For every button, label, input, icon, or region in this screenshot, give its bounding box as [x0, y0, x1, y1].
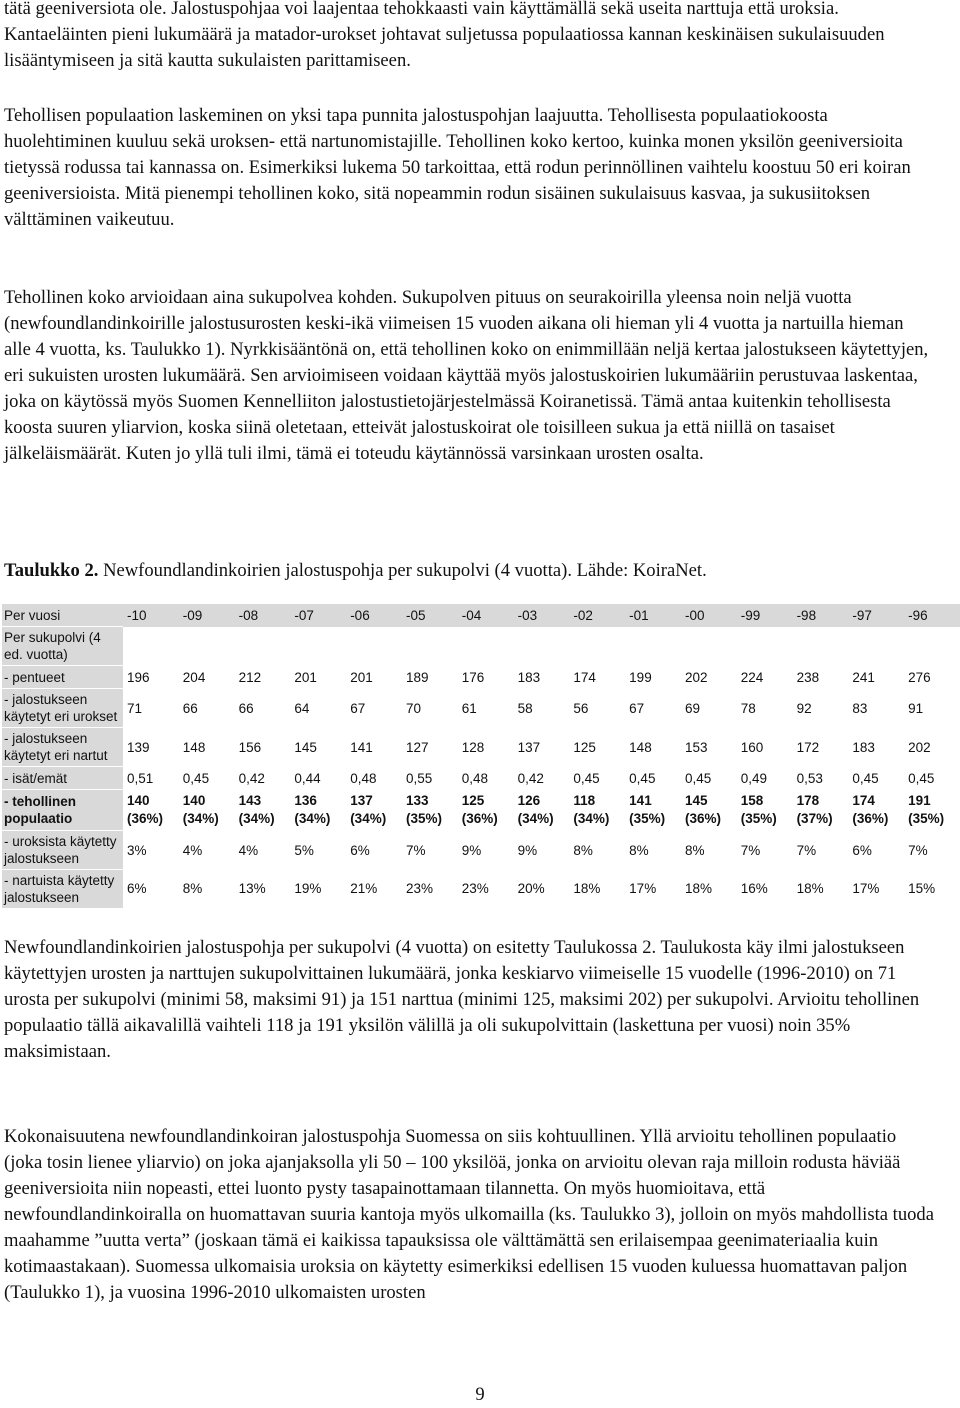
- table-cell: [458, 627, 514, 666]
- row-label: - tehollinen populaatio: [2, 790, 123, 831]
- table-row: [2, 831, 960, 870]
- row-label: - isät/emät: [2, 767, 123, 790]
- cell-value: 191: [908, 793, 931, 808]
- table-cell: [290, 790, 346, 831]
- table-cell: [848, 870, 904, 909]
- cell-value: 148: [182, 739, 206, 755]
- cell-value: 153: [684, 739, 708, 755]
- table-cell: [402, 666, 458, 689]
- cell-value: 18%: [796, 881, 824, 897]
- table-cell: [681, 790, 737, 831]
- cell-value: 0,48: [350, 770, 377, 786]
- table-cell: [458, 767, 514, 790]
- cell-percentage: (34%): [517, 811, 554, 826]
- cell-percentage: (35%): [908, 811, 945, 826]
- table-cell: [737, 666, 793, 689]
- table-cell: [235, 831, 291, 870]
- cell-percentage: (34%): [573, 811, 610, 826]
- table-cell: [290, 627, 346, 666]
- cell-value: 7%: [908, 842, 928, 858]
- table-cell: [514, 666, 570, 689]
- cell-value: 204: [182, 669, 206, 685]
- row-label: - jalostukseen käytetyt eri urokset: [2, 689, 123, 728]
- cell-value: 125: [461, 793, 485, 808]
- table-cell: [514, 831, 570, 870]
- cell-value: 13%: [238, 881, 266, 897]
- table-row: [2, 870, 960, 909]
- table-cell: [235, 767, 291, 790]
- table-cell: [346, 627, 402, 666]
- table-cell: [179, 689, 235, 728]
- table-cell: [179, 767, 235, 790]
- year-header-cell: -03: [514, 604, 570, 627]
- cell-value: 56: [573, 700, 589, 716]
- cell-percentage: (36%): [684, 811, 721, 826]
- table-cell: [625, 870, 681, 909]
- paragraph-table-summary: Newfoundlandinkoirien jalostuspohja per sukupolvi (4 vuotta) on esitetty Taulukossa 2. Taulukosta käy ilmi jalostukseen käytettyjen urosten ja narttujen sukupolvittainen lukumäärä, jonka keskiarvo viimeiselle 15 vuodelle (1996-2010) on 71 urosta per sukupolvi (minimi 58, maksimi 91) ja 151 narttua (minimi 125, maksimi 202) per sukupolvi. Arvioitu tehollinen populaatio tällä aikavalillä vaihteli 118 ja 191 yksilön välillä ja oli sukupolvittain (laskettuna per vuosi) noin 35% maksimistaan.: [4, 937, 920, 1062]
- year-header-cell: -98: [793, 604, 849, 627]
- cell-percentage: (36%): [852, 811, 889, 826]
- table-cell: [235, 627, 291, 666]
- page-number: 9: [475, 1384, 485, 1405]
- table-cell: [402, 689, 458, 728]
- cell-value: 16%: [740, 881, 768, 897]
- table-cell: [681, 728, 737, 767]
- cell-percentage: (34%): [182, 811, 219, 826]
- cell-value: 126: [517, 793, 541, 808]
- table-cell: [793, 790, 849, 831]
- cell-value: 5%: [294, 842, 314, 858]
- table-cell: [179, 627, 235, 666]
- cell-value: 18%: [684, 881, 712, 897]
- cell-value: 156: [238, 739, 262, 755]
- table-cell: [179, 790, 235, 831]
- table-cell: [290, 689, 346, 728]
- cell-value: 148: [629, 739, 652, 755]
- cell-value: 69: [684, 700, 700, 716]
- cell-value: 66: [182, 700, 198, 716]
- table-row: [2, 790, 960, 831]
- cell-percentage: (34%): [350, 811, 387, 826]
- cell-value: 125: [573, 739, 596, 755]
- table-header-row: [2, 604, 960, 627]
- table-cell: [793, 831, 849, 870]
- cell-value: 6%: [127, 881, 147, 897]
- paragraph-effective-population: Tehollisen populaation laskeminen on yksi tapa punnita jalostuspohjan laajuutta. Tehollisesta populaatiokoosta huolehtiminen kuuluu sekä uroksen- että nartunomistajille. Tehollinen koko kertoo, kuinka monen yksilön geeniversioita tietyssä rodussa tai kannassa on. Esimerkiksi lukema 50 tarkoittaa, että rodun perinnöllinen vaihtelu koostuu 50 eri koiran geeniversioista. Mitä pienempi tehollinen koko, sitä nopeammin rodun sisäinen sukulaisuus kasvaa, ja sukusiitoksen välttäminen vaikeutuu.: [4, 105, 911, 230]
- table-cell: [123, 790, 179, 831]
- cell-value: 201: [294, 669, 317, 685]
- cell-value: 8%: [629, 842, 649, 858]
- table-cell: [569, 689, 625, 728]
- cell-percentage: (35%): [405, 811, 442, 826]
- table-cell: [290, 831, 346, 870]
- table-cell: [458, 689, 514, 728]
- cell-value: 0,44: [294, 770, 321, 786]
- cell-value: 133: [405, 793, 429, 808]
- table-cell: [681, 870, 737, 909]
- table-cell: [179, 831, 235, 870]
- breeding-base-table-body: [2, 604, 960, 909]
- cell-value: 20%: [517, 881, 545, 897]
- table-cell: [123, 870, 179, 909]
- table-cell: [402, 728, 458, 767]
- table-cell: [904, 666, 960, 689]
- table-cell: [514, 767, 570, 790]
- table-cell: [681, 831, 737, 870]
- table-cell: [123, 627, 179, 666]
- table-cell: [737, 831, 793, 870]
- cell-value: 23%: [461, 881, 489, 897]
- table-cell: [402, 627, 458, 666]
- table-cell: [848, 831, 904, 870]
- row-label: - jalostukseen käytetyt eri nartut: [2, 728, 123, 767]
- table-cell: [402, 790, 458, 831]
- table-cell: [625, 831, 681, 870]
- table-cell: [458, 728, 514, 767]
- table-cell: [235, 790, 291, 831]
- table-cell: [123, 689, 179, 728]
- cell-value: 67: [350, 700, 366, 716]
- table-cell: [235, 689, 291, 728]
- cell-value: 160: [740, 739, 764, 755]
- table-caption-text: Newfoundlandinkoirien jalostuspohja per sukupolvi (4 vuotta). Lähde: KoiraNet.: [98, 560, 707, 581]
- table-cell: [737, 870, 793, 909]
- cell-value: 0,51: [127, 770, 154, 786]
- table-cell: [346, 728, 402, 767]
- cell-value: 4%: [182, 842, 203, 858]
- table-cell: [625, 666, 681, 689]
- cell-value: 202: [908, 739, 931, 755]
- table-cell: [290, 666, 346, 689]
- cell-value: 174: [573, 669, 596, 685]
- cell-value: 4%: [238, 842, 259, 858]
- table-cell: [793, 627, 849, 666]
- cell-value: 0,45: [629, 770, 656, 786]
- cell-value: 139: [127, 739, 150, 755]
- table-cell: [346, 689, 402, 728]
- table-cell: [346, 870, 402, 909]
- year-header-cell: -09: [179, 604, 235, 627]
- cell-value: 0,45: [908, 770, 935, 786]
- cell-value: 0,45: [684, 770, 712, 786]
- year-header-cell: -96: [904, 604, 960, 627]
- year-header-cell: -10: [123, 604, 179, 627]
- year-header-cell: -04: [458, 604, 514, 627]
- table-cell: [402, 767, 458, 790]
- cell-value: 0,45: [852, 770, 879, 786]
- cell-value: 189: [405, 669, 429, 685]
- cell-value: 0,48: [461, 770, 489, 786]
- table-cell: [123, 831, 179, 870]
- year-header-cell: -00: [681, 604, 737, 627]
- table-cell: [179, 666, 235, 689]
- cell-value: 64: [294, 700, 310, 716]
- table-cell: [681, 666, 737, 689]
- cell-value: 140: [127, 793, 150, 808]
- table-cell: [290, 870, 346, 909]
- cell-value: 8%: [684, 842, 705, 858]
- cell-value: 128: [461, 739, 485, 755]
- cell-value: 23%: [405, 881, 434, 897]
- cell-percentage: (34%): [238, 811, 275, 826]
- table-cell: [904, 728, 960, 767]
- table-cell: [848, 728, 904, 767]
- table-cell: [904, 870, 960, 909]
- row-label: - nartuista käytetty jalostukseen: [2, 870, 123, 909]
- table-caption-label: Taulukko 2.: [4, 560, 99, 581]
- cell-value: 183: [517, 669, 541, 685]
- cell-value: 145: [294, 739, 317, 755]
- cell-value: 140: [182, 793, 206, 808]
- table-cell: [346, 666, 402, 689]
- year-header-cell: -08: [235, 604, 291, 627]
- table-cell: [235, 728, 291, 767]
- table-row: [2, 666, 960, 689]
- table-cell: [848, 627, 904, 666]
- cell-value: 9%: [517, 842, 538, 858]
- year-header-cell: -05: [402, 604, 458, 627]
- cell-value: 61: [461, 700, 477, 716]
- table-row: [2, 627, 960, 666]
- cell-value: 118: [573, 793, 596, 808]
- cell-value: 3%: [127, 842, 147, 858]
- table-cell: [235, 870, 291, 909]
- cell-value: 212: [238, 669, 262, 685]
- year-header-cell: -99: [737, 604, 793, 627]
- cell-value: 183: [852, 739, 875, 755]
- table-cell: [793, 666, 849, 689]
- paragraph-conclusion: Kokonaisuutena newfoundlandinkoiran jalostuspohja Suomessa on siis kohtuullinen. Yllä arvioitu tehollinen populaatio (joka tosin lienee yliarvio) on joka ajanjaksolla yli 50 – 100 yksilöä, jonka on arvioitu olevan raja milloin rodusta häviää geeniversioita niin nopeasti, ettei luonto pysty tasapainottamaan tilannetta. On myös huomioitava, että newfoundlandinkoiralla on huomattavan suuria kantoja myös ulkomailla (ks. Taulukko 3), jolloin on myös mahdollista tuoda maahamme ”uutta verta” (joskaan tämä ei kaikissa tapauksissa ole välttämättä sen erilaisempaa geenimateriaalia kuin kotimaastakaan). Suomessa ulkomaisia uroksia on käytetty esimerkiksi edellisen 15 vuoden kuluessa huomattavan paljon (Taulukko 1), ja vuosina 1996-2010 ulkomaisten urosten: [4, 1126, 934, 1303]
- table-cell: [569, 666, 625, 689]
- cell-value: 19%: [294, 881, 322, 897]
- cell-value: 238: [796, 669, 820, 685]
- table-cell: [458, 831, 514, 870]
- cell-value: 78: [740, 700, 756, 716]
- table-cell: [793, 870, 849, 909]
- cell-value: 176: [461, 669, 485, 685]
- cell-value: 174: [852, 793, 875, 808]
- cell-value: 17%: [629, 881, 657, 897]
- year-header-cell: -97: [848, 604, 904, 627]
- cell-value: 202: [684, 669, 708, 685]
- table-cell: [458, 790, 514, 831]
- cell-value: 15%: [908, 881, 936, 897]
- table-cell: [458, 870, 514, 909]
- paragraph-intro: tätä geeniversiota ole. Jalostuspohjaa voi laajentaa tehokkaasti vain käyttämällä sekä useita narttuja että uroksia. Kantaeläinten pieni lukumäärä ja matador-urokset johtavat suljetussa populaatiossa kannan keskinäisen sukulaisuuden lisääntymiseen ja sitä kautta sukulaisten parittamiseen.: [4, 0, 885, 71]
- table-cell: [123, 767, 179, 790]
- cell-value: 158: [740, 793, 764, 808]
- cell-percentage: (35%): [740, 811, 777, 826]
- table-row: [2, 689, 960, 728]
- table-cell: [625, 767, 681, 790]
- table-cell: [904, 790, 960, 831]
- cell-value: 199: [629, 669, 652, 685]
- cell-value: 127: [405, 739, 429, 755]
- cell-percentage: (36%): [461, 811, 498, 826]
- cell-value: 6%: [350, 842, 370, 858]
- table-cell: [737, 767, 793, 790]
- table-cell: [793, 689, 849, 728]
- table-cell: [514, 870, 570, 909]
- cell-value: 136: [294, 793, 317, 808]
- cell-value: 143: [238, 793, 262, 808]
- cell-value: 141: [350, 739, 373, 755]
- table-cell: [123, 728, 179, 767]
- table-cell: [904, 689, 960, 728]
- cell-value: 8%: [573, 842, 593, 858]
- paragraph-generation: Tehollinen koko arvioidaan aina sukupolvea kohden. Sukupolven pituus on seurakoirilla yleensa noin neljä vuotta (newfoundlandinkoirille jalostusurosten keski-ikä viimeisen 15 vuoden aikana oli hieman yli 4 vuotta ja nartuilla hieman alle 4 vuotta, ks. Taulukko 1). Nyrkkisääntönä on, että tehollinen koko on enimmillään neljä kertaa jalostukseen käytettyjen, eri sukuisten urosten lukumäärä. Sen arvioimiseen voidaan käyttää myös jalostuskoirien lukumääriin perustuvaa laskentaa, joka on käytössä myös Suomen Kennelliiton jalostustietojärjestelmässä Koiranetissä. Tämä antaa kuitenkin tehollisesta koosta suuren yliarvion, koska siinä oletetaan, etteivät jalostuskoirat ole toisilleen sukua ja että niillä on tasaiset jälkeläismäärät. Kuten jo yllä tuli ilmi, tämä ei toteudu käytännössä varsinkaan urosten osalta.: [4, 287, 929, 464]
- table-cell: [346, 767, 402, 790]
- cell-value: 83: [852, 700, 868, 716]
- table-cell: [737, 689, 793, 728]
- table-row: [2, 767, 960, 790]
- cell-value: 8%: [182, 881, 203, 897]
- table-cell: [681, 689, 737, 728]
- cell-value: 67: [629, 700, 645, 716]
- table-cell: [514, 627, 570, 666]
- cell-value: 0,49: [740, 770, 768, 786]
- row-label: Per sukupolvi (4 ed. vuotta): [2, 627, 123, 666]
- table-cell: [625, 790, 681, 831]
- cell-value: 21%: [350, 881, 378, 897]
- cell-value: 0,45: [573, 770, 600, 786]
- row-label: - uroksista käytetty jalostukseen: [2, 831, 123, 870]
- cell-value: 92: [796, 700, 812, 716]
- cell-value: 7%: [740, 842, 761, 858]
- year-header-cell: -07: [290, 604, 346, 627]
- cell-value: 7%: [405, 842, 426, 858]
- table-cell: [290, 728, 346, 767]
- cell-value: 241: [852, 669, 875, 685]
- cell-value: 0,42: [238, 770, 265, 786]
- cell-value: 224: [740, 669, 764, 685]
- cell-value: 6%: [852, 842, 872, 858]
- table-cell: [458, 666, 514, 689]
- table-cell: [235, 666, 291, 689]
- cell-value: 7%: [796, 842, 817, 858]
- cell-percentage: (34%): [294, 811, 331, 826]
- table-cell: [123, 666, 179, 689]
- table-cell: [625, 689, 681, 728]
- table-cell: [848, 689, 904, 728]
- cell-value: 201: [350, 669, 373, 685]
- cell-value: 145: [684, 793, 708, 808]
- table-cell: [514, 728, 570, 767]
- table-cell: [681, 627, 737, 666]
- table-cell: [793, 767, 849, 790]
- cell-value: 58: [517, 700, 533, 716]
- table-cell: [569, 831, 625, 870]
- table-cell: [402, 831, 458, 870]
- table-cell: [625, 728, 681, 767]
- table-cell: [290, 767, 346, 790]
- cell-value: 9%: [461, 842, 482, 858]
- table-cell: [848, 790, 904, 831]
- table-row: [2, 728, 960, 767]
- table-cell: [514, 790, 570, 831]
- table-cell: [179, 728, 235, 767]
- cell-value: 0,53: [796, 770, 823, 786]
- cell-value: 71: [127, 700, 143, 716]
- table-cell: [569, 870, 625, 909]
- table-cell: [346, 790, 402, 831]
- table-header-label: Per vuosi: [2, 604, 123, 627]
- year-header-cell: -02: [569, 604, 625, 627]
- table-cell: [904, 831, 960, 870]
- table-cell: [179, 870, 235, 909]
- cell-value: 18%: [573, 881, 601, 897]
- year-header-cell: -01: [625, 604, 681, 627]
- table-cell: [848, 666, 904, 689]
- cell-value: 137: [350, 793, 373, 808]
- table-cell: [569, 627, 625, 666]
- table-caption: [4, 558, 707, 584]
- breeding-base-table: [2, 603, 960, 908]
- table-cell: [737, 627, 793, 666]
- table-cell: [848, 767, 904, 790]
- table-cell: [569, 790, 625, 831]
- table-cell: [904, 627, 960, 666]
- cell-value: 276: [908, 669, 931, 685]
- cell-value: 0,55: [405, 770, 433, 786]
- cell-value: 70: [405, 700, 422, 716]
- cell-value: 17%: [852, 881, 880, 897]
- year-header-cell: -06: [346, 604, 402, 627]
- table-cell: [402, 870, 458, 909]
- cell-value: 91: [908, 700, 924, 716]
- cell-value: 172: [796, 739, 820, 755]
- row-label: - pentueet: [2, 666, 123, 689]
- cell-value: 141: [629, 793, 652, 808]
- table-cell: [737, 728, 793, 767]
- table-cell: [737, 790, 793, 831]
- cell-value: 0,42: [517, 770, 544, 786]
- table-cell: [569, 767, 625, 790]
- cell-value: 137: [517, 739, 541, 755]
- cell-value: 0,45: [182, 770, 210, 786]
- table-cell: [625, 627, 681, 666]
- cell-percentage: (37%): [796, 811, 833, 826]
- cell-value: 196: [127, 669, 150, 685]
- table-cell: [514, 689, 570, 728]
- table-cell: [793, 728, 849, 767]
- table-cell: [569, 728, 625, 767]
- table-cell: [681, 767, 737, 790]
- cell-value: 178: [796, 793, 820, 808]
- cell-value: 66: [238, 700, 254, 716]
- table-cell: [904, 767, 960, 790]
- table-cell: [346, 831, 402, 870]
- cell-percentage: (35%): [629, 811, 666, 826]
- cell-percentage: (36%): [127, 811, 164, 826]
